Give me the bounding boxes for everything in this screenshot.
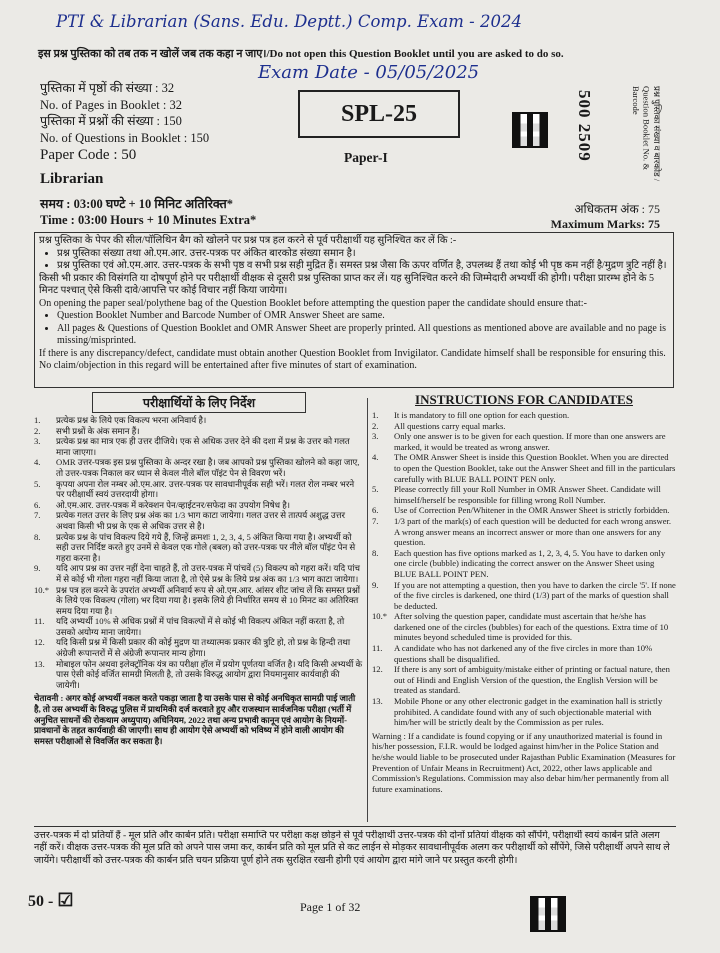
english_instructions-item-text: All questions carry equal marks.	[394, 420, 506, 431]
english_instructions-item-number: 9.	[372, 579, 379, 590]
paper-code: Paper Code : 50	[40, 147, 137, 163]
subject-title: Librarian	[40, 171, 104, 187]
english_instructions-item-3	[372, 431, 676, 452]
general-bullet-english-2: • All pages & Questions of Question Booklet and OMR Answer Sheet are properly printed. All questions as mentioned above are available and no page is missing/misprinted.	[57, 323, 669, 348]
english_instructions-item-11	[372, 643, 676, 664]
general-instructions	[34, 232, 674, 388]
checkbox-tick-icon: ☑	[57, 890, 74, 910]
time-english: Time : 03:00 Hours + 10 Minutes Extra*	[40, 213, 257, 227]
hindi_instructions-item-number: 7.	[34, 510, 41, 521]
english_instructions-item-8	[372, 548, 676, 580]
english_instructions-item-1	[372, 410, 676, 421]
english_instructions-item-12	[372, 664, 676, 696]
hindi_instructions-item-9	[34, 563, 364, 584]
hindi_instructions-item-text: प्रत्येक प्रश्न का मात्र एक ही उत्तर दीजिये। एक से अधिक उत्तर देने की दशा में प्रश्न के उत्तर को गलत माना जाएगा।	[56, 436, 350, 457]
bottom-rule	[34, 826, 676, 827]
page-number: Page 1 of 32	[300, 900, 361, 914]
top-notice-english: Do not open this Question Booklet until you are asked to do so.	[269, 48, 564, 60]
general-intro-hindi: प्रश्न पुस्तिका के पेपर की सील/पॉलिथिन बैग को खोलने पर प्रश्न पत्र हल करने से पूर्व परीक्षार्थी यह सुनिश्चित कर लें कि :-	[39, 235, 457, 246]
hindi_instructions-item-number: 3.	[34, 436, 41, 447]
series-code-box	[298, 90, 460, 138]
english_instructions-item-number: 4.	[372, 452, 379, 463]
english_instructions-item-number: 2.	[372, 420, 379, 431]
hindi_instructions-item-text: प्रत्येक प्रश्न के लिये एक विकल्प भरना अनिवार्य है।	[56, 415, 207, 425]
bottom-note: उत्तर-पत्रक में दो प्रतियाँ हैं - मूल प्रति और कार्बन प्रति। परीक्षा समाप्ति पर परीक्षा कक्ष छोड़ने से पूर्व परीक्षार्थी उत्तर-पत्रक की दोनों प्रतियां वीक्षक को सौंपेंगे, परीक्षार्थी स्वयं कार्बन प्रति अलग नहीं करें। वीक्षक उत्तर-पत्रक की मूल प्रति को अपने पास जमा कर, कार्बन प्रति को मूल प्रति से कट लाईन से मोड़कर सावधानीपूर्वक अलग कर परीक्षार्थी को सौंपेंगे, जिसे परीक्षार्थी अपने साथ ले जायेंगे। परीक्षार्थी को उत्तर-पत्रक की कार्बन प्रति चयन प्रक्रिया पूर्ण होने तक सुरक्षित रखनी होगी एवं आयोग द्वारा मांगे जाने पर प्रस्तुत करनी होगी।	[34, 830, 670, 866]
hindi_instructions-item-5	[34, 479, 364, 500]
hindi_instructions-item-number: 12.	[34, 637, 45, 648]
time-hindi: समय : 03:00 घण्टे + 10 मिनिट अतिरिक्त*	[40, 197, 234, 211]
english_instructions-item-5	[372, 484, 676, 505]
hindi_instructions-item-12	[34, 637, 364, 658]
english_instructions-item-10	[372, 611, 676, 643]
booklet-info	[40, 80, 209, 188]
paper-label: Paper-I	[344, 150, 388, 165]
footer-code	[28, 890, 73, 911]
booklet-number: 500 2509	[575, 90, 594, 162]
hindi_instructions-item-text: यदि अभ्यर्थी 10% से अधिक प्रश्नों में पांच विकल्पों में से कोई भी विकल्प अंकित नहीं करता है, तो उसको अयोग्य माना जायेगा।	[56, 616, 345, 637]
handwritten-exam-date: Exam Date - 05/05/2025	[258, 62, 480, 83]
hindi_instructions-item-text: प्रश्न पत्र हल करने के उपरांत अभ्यर्थी अनिवार्य रूप से ओ.एम.आर. आंसर शीट जांच लें कि समस्त प्रश्नों के लिये एक विकल्प (गोला) भर दिया गया है। इसके लिये ही निर्धारित समय से 10 मिनट का अतिरिक्त समय दिया गया है।	[56, 584, 361, 616]
english_instructions-item-number: 13.	[372, 696, 383, 707]
hindi_instructions-item-13	[34, 659, 364, 691]
top-notice-hindi: इस प्रश्न पुस्तिका को तब तक न खोलें जब तक कहा न जाए।	[38, 48, 267, 60]
hindi_instructions-item-text: सभी प्रश्नों के अंक समान हैं।	[56, 425, 140, 436]
hindi_instructions-item-2	[34, 426, 364, 437]
hindi_instructions-item-10	[34, 585, 364, 617]
general-intro-english: On opening the paper seal/polythene bag of the Question Booklet before attempting the question paper the candidate should ensure that:-	[39, 297, 587, 309]
english_instructions-item-13	[372, 696, 676, 728]
english_instructions-item-text: Each question has five options marked as 1, 2, 3, 4, 5. You have to darken only one circle (bubble) indicating the correct answer on the Answer Sheet using BLUE BALL POINT PEN.	[394, 547, 666, 579]
hindi_instructions-item-number: 8.	[34, 531, 41, 542]
hindi_instructions-item-number: 5.	[34, 478, 41, 489]
general-para-english: If there is any discrepancy/defect, candidate must obtain another Question Booklet from Invigilator. Candidate himself shall be responsible for ensuring this. No claim/objection in this regard will be entertained after five minutes of start of examination.	[39, 347, 666, 371]
top-notice: इस प्रश्न पुस्तिका को तब तक न खोलें जब तक कहा न जाए।/Do not open this Question Booklet until you are asked to do so.	[38, 48, 564, 60]
hindi_instructions-item-7	[34, 510, 364, 531]
time-block	[40, 196, 256, 228]
english_instructions-item-text: Mobile Phone or any other electronic gadget in the examination hall is strictly prohibited. A candidate found with any of such objectionable material with him/her will be strictly dealt by the Commission as per rules.	[394, 696, 663, 728]
marks-hindi: अधिकतम अंक : 75	[574, 202, 660, 216]
english_instructions-item-number: 12.	[372, 664, 383, 675]
english_instructions-item-6	[372, 505, 676, 516]
marks-block	[542, 202, 660, 232]
hindi-instructions-title-box	[92, 392, 306, 413]
english_instructions-item-text: Only one answer is to be given for each question. If more than one answers are marked, it would be treated as wrong answer.	[394, 431, 666, 452]
hindi_instructions-item-8	[34, 532, 364, 564]
english_instructions-item-number: 7.	[372, 515, 379, 526]
english_instructions-item-number: 3.	[372, 431, 379, 442]
english_instructions-item-number: 10.*	[372, 611, 388, 622]
column-divider	[367, 398, 368, 822]
english_instructions-item-text: If there is any sort of ambiguity/mistake either of printing or factual nature, then out of Hindi and English Version of the question, the English Version will be treated as standard.	[394, 664, 670, 696]
english_instructions-item-text: If you are not attempting a question, then you have to darken the circle '5'. If none of the five circles is darkened, one third (1/3) part of the marks of question shall be deducted.	[394, 579, 676, 611]
hindi-warning: चेतावनी : अगर कोई अभ्यर्थी नकल करते पकड़ा जाता है या उसके पास से कोई अनधिकृत सामग्री पाई जाती है, तो उस अभ्यर्थी के विरुद्ध पुलिस में प्राथमिकी दर्ज करवाते हुए और राजस्थान सार्वजनिक परीक्षा (भर्ती में अनुचित साधनों की रोकथाम अध्युपाय) अधिनियम, 2022 तथा अन्य प्रभावी कानून एवं आयोग के नियमों-प्रावधानों के तहत कार्यवाही की जाएगी। साथ ही आयोग ऐसे अभ्यर्थी को भविष्य में होने वाली आयोग की समस्त परीक्षाओं से विवर्जित कर सकता है।	[34, 693, 356, 746]
english_instructions-item-7	[372, 516, 676, 548]
series-code: SPL-25	[340, 101, 417, 127]
hindi_instructions-item-text: कृपया अपना रोल नम्बर ओ.एम.आर. उत्तर-पत्रक पर सावधानीपूर्वक सही भरें। गलत रोल नम्बर भरने पर परीक्षार्थी स्वयं उत्तरदायी होगा।	[56, 478, 355, 500]
general-bullet-english-1: • Question Booklet Number and Barcode Number of OMR Answer Sheet are same.	[57, 310, 669, 323]
hindi_instructions-item-4	[34, 457, 364, 478]
handwritten-exam-title: PTI & Librarian (Sans. Edu. Deptt.) Comp. Exam - 2024	[56, 12, 522, 31]
footer-code-text: 50 -	[28, 893, 54, 910]
english_instructions-item-text: 1/3 part of the mark(s) of each question will be deducted for each wrong answer. A wrong answer means an incorrect answer or more than one answers for any question.	[394, 515, 672, 548]
hindi-instructions-title: परीक्षार्थियों के लिए निर्देश	[142, 396, 256, 410]
hindi_instructions-item-text: ओ.एम.आर. उत्तर-पत्रक में करेक्शन पेन/व्हाईटनर/सफेदा का उपयोग निषेध है।	[56, 499, 291, 510]
english_instructions-item-text: Please correctly fill your Roll Number in OMR Answer Sheet. Candidate will himself/herself be responsible for filling wrong Roll Number.	[394, 484, 661, 505]
english_instructions-item-text: Use of Correction Pen/Whitener in the OMR Answer Sheet is strictly forbidden.	[394, 505, 670, 516]
hindi_instructions-item-number: 10.*	[34, 584, 50, 595]
hindi_instructions-item-6	[34, 500, 364, 511]
english_instructions-item-2	[372, 421, 676, 432]
hindi_instructions-item-number: 2.	[34, 425, 41, 436]
english-instructions-list	[372, 410, 676, 728]
pages-count-hindi: पुस्तिका में पृष्ठों की संख्या : 32	[40, 81, 175, 95]
english_instructions-item-text: A candidate who has not darkened any of the five circles in more than 10% questions shall be disqualified.	[394, 643, 653, 664]
hindi_instructions-item-text: यदि किसी प्रश्न में किसी प्रकार की कोई मुद्रण या तथ्यात्मक प्रकार की त्रुटि हो, तो प्रश्न के हिन्दी तथा अंग्रेजी रूपान्तरों में से अंग्रेजी रूपान्तर मान्य होगा।	[56, 637, 351, 659]
hindi_instructions-item-number: 13.	[34, 658, 45, 669]
hindi-instructions-list	[34, 415, 364, 690]
english_instructions-item-9	[372, 580, 676, 612]
questions-count-english: No. of Questions in Booklet : 150	[40, 130, 210, 145]
english_instructions-item-number: 11.	[372, 643, 383, 654]
booklet-number-label: प्रश्न पुस्तिका संख्या व बारकोड / Question Booklet No. & Barcode	[631, 86, 662, 182]
general-bullet-hindi-2: • प्रश्न पुस्तिका एवं ओ.एम.आर. उत्तर-पत्रक के सभी पृष्ठ व सभी प्रश्न सही मुद्रित हैं। समस्त प्रश्न जैसा कि ऊपर वर्णित है, उपलब्ध हैं तथा कोई भी पृष्ठ कम नहीं है/मुद्रण त्रुटि नहीं है।	[57, 260, 669, 273]
hindi-instructions	[34, 392, 364, 822]
english_instructions-item-text: It is mandatory to fill one option for each question.	[394, 410, 570, 420]
hindi_instructions-item-number: 1.	[34, 415, 41, 425]
footer-barcode-icon	[530, 896, 566, 932]
hindi_instructions-item-text: यदि आप प्रश्न का उत्तर नहीं देना चाहते हैं, तो उत्तर-पत्रक में पांचवें (5) विकल्प को गहरा करें। यदि पांच में से कोई भी गोला गहरा नहीं किया जाता है, तो ऐसे प्रश्न के लिये प्रश्न अंक का 1/3 भाग काटा जायेगा।	[56, 563, 360, 584]
english-warning: Warning : If a candidate is found copying or if any unauthorized material is found in his/her possession, F.I.R. would be lodged against him/her in the Police Station and he/she would liable to be prosecuted under Rajasthan Public Examination (Measures for Prevention of Unfair Means in Recruitment) Act, 2022, other laws applicable and Commission's Regulations. Commission may also debar him/her permanently from all future examinations.	[372, 730, 676, 794]
hindi_instructions-item-number: 11.	[34, 616, 45, 627]
english-instructions-title: INSTRUCTIONS FOR CANDIDATES	[415, 392, 633, 407]
hindi_instructions-item-number: 6.	[34, 499, 41, 510]
pages-count-english: No. of Pages in Booklet : 32	[40, 97, 183, 112]
english_instructions-item-number: 5.	[372, 484, 379, 495]
general-para-hindi: किसी भी प्रकार की विसंगति या दोषपूर्ण होने पर परीक्षार्थी वीक्षक से दूसरी प्रश्न पुस्तिका प्राप्त कर लें। यह सुनिश्चित करने की जिम्मेदारी अभ्यर्थी की होगी। परीक्षा प्रारम्भ होने के 5 मिनट पश्चात् ऐसे किसी दावे/आपत्ति पर कोई विचार नहीं किया जायेगा।	[39, 272, 654, 296]
hindi_instructions-item-3	[34, 436, 364, 457]
hindi_instructions-item-text: प्रत्येक गलत उत्तर के लिए प्रश्न अंक का 1/3 भाग काटा जायेगा। गलत उत्तर से तात्पर्य अशुद्ध उत्तर अथवा किसी भी प्रश्न के एक से अधिक उत्तर से है।	[56, 510, 345, 531]
hindi_instructions-item-1	[34, 415, 364, 426]
questions-count-hindi: पुस्तिका में प्रश्नों की संख्या : 150	[40, 114, 182, 128]
english_instructions-item-4	[372, 452, 676, 484]
hindi_instructions-item-number: 4.	[34, 457, 41, 468]
english_instructions-item-text: After solving the question paper, candidate must ascertain that he/she has darkened one of the circles (bubbles) for each of the questions. Extra time of 10 minutes beyond scheduled time is provided for this.	[394, 611, 669, 643]
hindi_instructions-item-number: 9.	[34, 563, 41, 574]
english_instructions-item-text: The OMR Answer Sheet is inside this Question Booklet. When you are directed to open the Question Booklet, take out the Answer Sheet and fill in the particulars carefully with BLUE BALL POINT PEN only.	[394, 452, 676, 484]
general-bullet-hindi-1: • प्रश्न पुस्तिका संख्या तथा ओ.एम.आर. उत्तर-पत्रक पर अंकित बारकोड संख्या समान है।	[57, 248, 669, 261]
english-instructions	[372, 392, 676, 822]
marks-english: Maximum Marks: 75	[550, 217, 660, 231]
english_instructions-item-number: 8.	[372, 547, 379, 558]
english_instructions-item-number: 6.	[372, 505, 379, 516]
hindi_instructions-item-text: OMR उत्तर-पत्रक इस प्रश्न पुस्तिका के अन्दर रखा है। जब आपको प्रश्न पुस्तिका खोलने को कहा जाए, तो उत्तर-पत्रक निकाल कर ध्यान से केवल नीले बॉल पॉइंट पेन से विवरण भरें।	[56, 457, 360, 478]
hindi_instructions-item-text: प्रत्येक प्रश्न के पांच विकल्प दिये गये हैं, जिन्हें क्रमशः 1, 2, 3, 4, 5 अंकित किया गया है। अभ्यर्थी को सही उत्तर निर्दिष्ट करते हुए उनमें से केवल एक गोले (बबल) को उत्तर-पत्रक पर नीले बॉल पॉइंट पेन से गहरा करना है।	[56, 531, 356, 563]
booklet-barcode-icon	[512, 112, 548, 148]
hindi_instructions-item-text: मोबाइल फोन अथवा इलेक्ट्रॉनिक यंत्र का परीक्षा हॉल में प्रयोग पूर्णतया वर्जित है। यदि किसी अभ्यर्थी के पास ऐसी कोई वर्जित सामग्री मिलती है, तो उसके विरुद्ध आयोग द्वारा नियमानुसार कार्यवाही की जायेगी।	[56, 658, 363, 690]
english_instructions-item-number: 1.	[372, 410, 379, 420]
hindi_instructions-item-11	[34, 616, 364, 637]
